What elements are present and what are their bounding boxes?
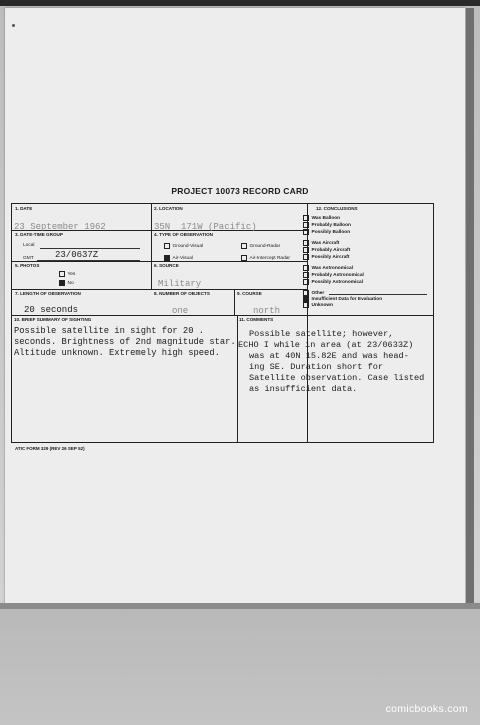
- conclusion-option[interactable]: Probably Balloon: [303, 222, 351, 228]
- obs-option-ground-radar[interactable]: Ground-Radar: [241, 243, 280, 249]
- local-underline: [40, 248, 140, 249]
- checkbox-icon: [241, 243, 247, 249]
- summary-line: Altitude unknown. Extremely high speed.: [14, 348, 220, 358]
- other-underline: [329, 294, 427, 295]
- divider: [234, 289, 235, 315]
- divider: [237, 315, 238, 442]
- comments-line: ing SE. Duration short for: [249, 362, 384, 372]
- conclusion-option[interactable]: Was Balloon: [303, 215, 340, 221]
- comments-line: was at 40N 15.82E and was head-: [249, 351, 409, 361]
- obs-option-air-intercept-radar[interactable]: Air-Intercept Radar: [241, 255, 290, 261]
- divider: [12, 261, 307, 262]
- length-value: 20 seconds: [24, 305, 79, 315]
- dust-speck: [12, 24, 15, 27]
- source-value: Military: [158, 279, 202, 289]
- comments-label: 11. COMMENTS: [239, 317, 274, 322]
- checkbox-icon: [303, 265, 309, 271]
- datetime-group-label: 3. DATE-TIME GROUP: [15, 232, 63, 237]
- checkbox-icon: [303, 272, 309, 278]
- location-label: 2. LOCATION: [154, 206, 183, 211]
- checkbox-icon: [303, 302, 309, 308]
- conclusion-option[interactable]: Probably Astronomical: [303, 272, 364, 278]
- gmt-underline: [37, 260, 140, 261]
- photos-no[interactable]: No: [59, 280, 74, 286]
- checkbox-icon: [303, 254, 309, 260]
- conclusion-option[interactable]: Was Aircraft: [303, 240, 339, 246]
- checkbox-icon: [164, 243, 170, 249]
- watermark: comicbooks.com: [385, 703, 468, 715]
- form-id: ATIC FORM 329 (REV 26 SEP 52): [15, 446, 85, 451]
- date-value: 23 September 1962: [14, 222, 106, 232]
- checkbox-icon: [303, 290, 309, 296]
- record-card: [11, 203, 434, 443]
- length-label: 7. LENGTH OF OBSERVATION: [15, 291, 81, 296]
- comments-line: Possible satellite; however,: [249, 329, 394, 339]
- checked-box-icon: [303, 296, 309, 302]
- checked-box-icon: [59, 280, 65, 286]
- comments-line: Satellite observation. Case listed: [249, 373, 425, 383]
- card-title: PROJECT 10073 RECORD CARD: [171, 186, 309, 196]
- summary-line: seconds. Brightness of 2nd magnitude star.: [14, 337, 236, 347]
- date-label: 1. DATE: [15, 206, 33, 211]
- divider: [12, 289, 307, 290]
- objects-label: 8. NUMBER OF OBJECTS: [154, 291, 210, 296]
- divider: [12, 315, 433, 316]
- checkbox-icon: [59, 271, 65, 277]
- conclusion-option-other[interactable]: Other: [303, 290, 324, 296]
- gmt-value: 23/0637Z: [55, 250, 99, 260]
- local-label: Local: [23, 243, 35, 248]
- checkbox-icon: [303, 215, 309, 221]
- conclusion-option[interactable]: Possibly Aircraft: [303, 254, 349, 260]
- sheet-bottom-shadow: [0, 603, 480, 609]
- source-label: 6. SOURCE: [154, 263, 179, 268]
- checkbox-icon: [241, 255, 247, 261]
- checkbox-icon: [303, 240, 309, 246]
- obs-option-ground-visual[interactable]: Ground-Visual: [164, 243, 203, 249]
- objects-value: one: [172, 306, 189, 316]
- observation-type-label: 4. TYPE OF OBSERVATION: [154, 232, 213, 237]
- comments-line: as insufficient data.: [249, 384, 358, 394]
- course-label: 9. COURSE: [237, 291, 262, 296]
- location-value: 35N 171W (Pacific): [154, 222, 257, 232]
- checkbox-icon: [303, 229, 309, 235]
- summary-line: Possible satellite in sight for 20 .: [14, 326, 205, 336]
- course-value: north: [253, 306, 281, 316]
- checkbox-icon: [303, 279, 309, 285]
- conclusions-label: 12. CONCLUSIONS: [316, 206, 358, 211]
- summary-label: 10. BRIEF SUMMARY OF SIGHTING: [14, 317, 92, 322]
- checkbox-icon: [303, 222, 309, 228]
- photos-yes[interactable]: Yes: [59, 271, 75, 277]
- sheet-edge-shadow: [466, 8, 474, 608]
- conclusion-option[interactable]: Probably Aircraft: [303, 247, 350, 253]
- obs-option-air-visual[interactable]: Air-Visual: [164, 255, 193, 261]
- conclusion-option[interactable]: Unknown: [303, 302, 333, 308]
- divider: [151, 204, 152, 289]
- checkbox-icon: [303, 247, 309, 253]
- conclusion-option[interactable]: Possibly Astronomical: [303, 279, 363, 285]
- conclusion-option[interactable]: Was Astronomical: [303, 265, 353, 271]
- gmt-label: GMT: [23, 256, 34, 261]
- conclusion-option[interactable]: Possibly Balloon: [303, 229, 350, 235]
- comments-line: ECHO I while in area (at 23/0633Z): [238, 340, 414, 350]
- photos-label: 5. PHOTOS: [15, 263, 40, 268]
- conclusion-option-insufficient-data[interactable]: Insufficient Data for Evaluation: [303, 296, 382, 302]
- checked-box-icon: [164, 255, 170, 261]
